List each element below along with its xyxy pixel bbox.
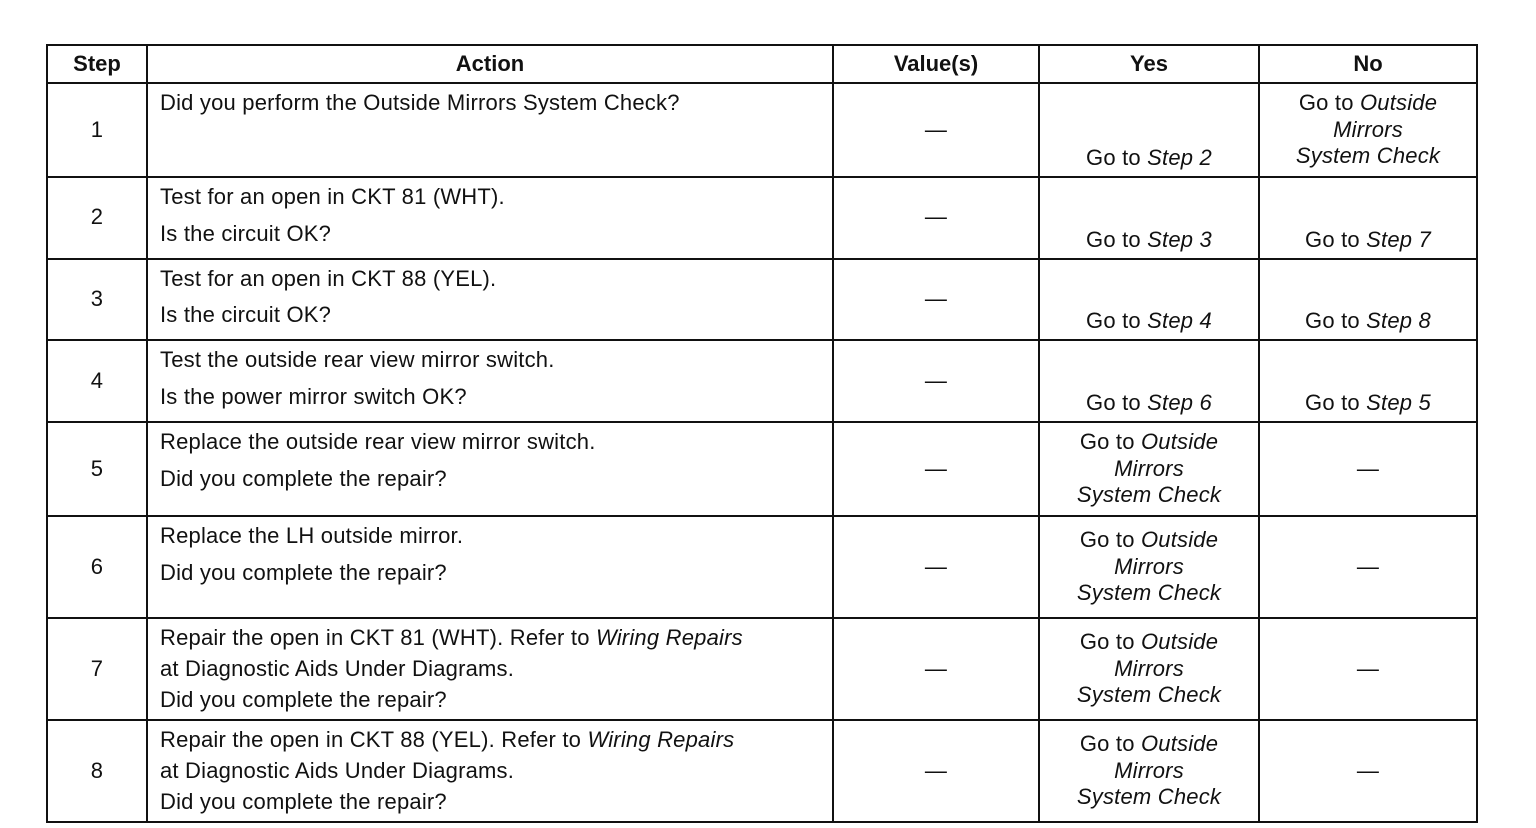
header-row bbox=[47, 45, 1477, 83]
yes-ref-line-1: Outside bbox=[1140, 526, 1219, 552]
action-line: Test for an open in CKT 88 (YEL). bbox=[160, 265, 497, 291]
action-line: Is the power mirror switch OK? bbox=[160, 384, 467, 410]
yes-step-ref: Step 4 bbox=[1147, 308, 1212, 334]
diagnostic-table bbox=[46, 44, 1478, 823]
step-number: 7 bbox=[47, 618, 147, 720]
action-line: Did you complete the repair? bbox=[160, 465, 447, 491]
action-cell bbox=[147, 340, 833, 422]
yes-step-ref: Step 6 bbox=[1147, 390, 1212, 416]
header-step: Step bbox=[47, 45, 147, 83]
yes-prefix: Go to bbox=[1086, 226, 1141, 252]
action-cell bbox=[147, 83, 833, 177]
yes-cell bbox=[1039, 516, 1259, 618]
no-step-ref: Step 7 bbox=[1366, 226, 1431, 252]
yes-ref-line-3: System Check bbox=[1076, 580, 1222, 606]
no-step-ref: Step 8 bbox=[1366, 308, 1431, 334]
no-cell bbox=[1259, 177, 1477, 259]
action-line: Test the outside rear view mirror switch. bbox=[160, 347, 555, 373]
header-values: Value(s) bbox=[833, 45, 1039, 83]
action-cell bbox=[147, 422, 833, 516]
table-row bbox=[47, 177, 1477, 259]
no-ref-line-3: System Check bbox=[1295, 143, 1441, 169]
step-number: 4 bbox=[47, 340, 147, 422]
yes-step-ref: Step 2 bbox=[1147, 145, 1212, 171]
yes-cell bbox=[1039, 618, 1259, 720]
no-cell: — bbox=[1259, 516, 1477, 618]
yes-prefix: Go to bbox=[1079, 526, 1135, 552]
header-yes: Yes bbox=[1039, 45, 1259, 83]
step-number: 8 bbox=[47, 720, 147, 822]
action-line: Is the circuit OK? bbox=[160, 302, 332, 328]
value-cell: — bbox=[833, 340, 1039, 422]
wiring-repairs-ref: Wiring Repairs bbox=[595, 624, 743, 650]
yes-ref-line-1: Outside bbox=[1140, 628, 1219, 654]
step-number: 2 bbox=[47, 177, 147, 259]
step-number: 3 bbox=[47, 259, 147, 341]
table-row bbox=[47, 516, 1477, 618]
yes-ref-line-1: Outside bbox=[1140, 730, 1219, 756]
header-action: Action bbox=[147, 45, 833, 83]
action-cell bbox=[147, 618, 833, 720]
table-row bbox=[47, 340, 1477, 422]
no-cell: — bbox=[1259, 422, 1477, 516]
step-number: 5 bbox=[47, 422, 147, 516]
action-text: Repair the open in CKT 81 (WHT). Refer to bbox=[160, 624, 590, 650]
table-row bbox=[47, 720, 1477, 822]
value-cell: — bbox=[833, 83, 1039, 177]
no-prefix: Go to bbox=[1298, 89, 1354, 115]
header-no: No bbox=[1259, 45, 1477, 83]
action-line: Replace the outside rear view mirror switch. bbox=[160, 428, 596, 454]
step-number: 1 bbox=[47, 83, 147, 177]
wiring-repairs-ref: Wiring Repairs bbox=[587, 726, 735, 752]
yes-ref-line-1: Outside bbox=[1140, 428, 1219, 454]
table-row bbox=[47, 618, 1477, 720]
action-line: Did you complete the repair? bbox=[160, 788, 447, 814]
no-cell: — bbox=[1259, 720, 1477, 822]
yes-prefix: Go to bbox=[1086, 145, 1141, 171]
action-cell bbox=[147, 720, 833, 822]
yes-cell bbox=[1039, 422, 1259, 516]
yes-cell bbox=[1039, 259, 1259, 341]
yes-ref-line-3: System Check bbox=[1076, 682, 1222, 708]
yes-cell bbox=[1039, 177, 1259, 259]
no-prefix: Go to bbox=[1305, 390, 1360, 416]
action-line: Replace the LH outside mirror. bbox=[160, 522, 464, 548]
no-cell: — bbox=[1259, 618, 1477, 720]
yes-prefix: Go to bbox=[1079, 628, 1135, 654]
action-cell bbox=[147, 259, 833, 341]
action-line: at Diagnostic Aids Under Diagrams. bbox=[160, 757, 515, 783]
action-line: Is the circuit OK? bbox=[160, 220, 332, 246]
value-cell: — bbox=[833, 720, 1039, 822]
table-row bbox=[47, 259, 1477, 341]
action-cell bbox=[147, 177, 833, 259]
action-line: Did you perform the Outside Mirrors System Check? bbox=[160, 90, 680, 115]
action-text: Repair the open in CKT 88 (YEL). Refer to bbox=[160, 726, 582, 752]
no-step-ref: Step 5 bbox=[1366, 390, 1431, 416]
table-row bbox=[47, 83, 1477, 177]
yes-ref-line-2: Mirrors bbox=[1114, 455, 1184, 481]
yes-ref-line-3: System Check bbox=[1076, 784, 1222, 810]
no-cell bbox=[1259, 340, 1477, 422]
action-line: at Diagnostic Aids Under Diagrams. bbox=[160, 655, 515, 681]
yes-cell bbox=[1039, 83, 1259, 177]
action-line bbox=[160, 727, 822, 754]
no-prefix: Go to bbox=[1305, 308, 1360, 334]
action-line: Did you complete the repair? bbox=[160, 686, 447, 712]
yes-ref-line-2: Mirrors bbox=[1114, 655, 1184, 681]
value-cell: — bbox=[833, 422, 1039, 516]
value-cell: — bbox=[833, 177, 1039, 259]
yes-cell bbox=[1039, 340, 1259, 422]
yes-ref-line-2: Mirrors bbox=[1114, 757, 1184, 783]
value-cell: — bbox=[833, 259, 1039, 341]
yes-ref-line-3: System Check bbox=[1076, 482, 1222, 508]
value-cell: — bbox=[833, 618, 1039, 720]
no-cell bbox=[1259, 259, 1477, 341]
value-cell: — bbox=[833, 516, 1039, 618]
action-line: Did you complete the repair? bbox=[160, 559, 447, 585]
table-row bbox=[47, 422, 1477, 516]
step-number: 6 bbox=[47, 516, 147, 618]
yes-prefix: Go to bbox=[1086, 308, 1141, 334]
no-prefix: Go to bbox=[1305, 226, 1360, 252]
action-line: Test for an open in CKT 81 (WHT). bbox=[160, 184, 505, 209]
yes-prefix: Go to bbox=[1079, 730, 1135, 756]
yes-prefix: Go to bbox=[1086, 390, 1141, 416]
yes-prefix: Go to bbox=[1079, 428, 1135, 454]
action-line bbox=[160, 625, 822, 652]
no-ref-line-1: Outside bbox=[1359, 89, 1438, 115]
yes-step-ref: Step 3 bbox=[1147, 226, 1212, 252]
no-ref-line-2: Mirrors bbox=[1333, 116, 1403, 142]
action-cell bbox=[147, 516, 833, 618]
yes-ref-line-2: Mirrors bbox=[1114, 553, 1184, 579]
no-cell bbox=[1259, 83, 1477, 177]
yes-cell bbox=[1039, 720, 1259, 822]
